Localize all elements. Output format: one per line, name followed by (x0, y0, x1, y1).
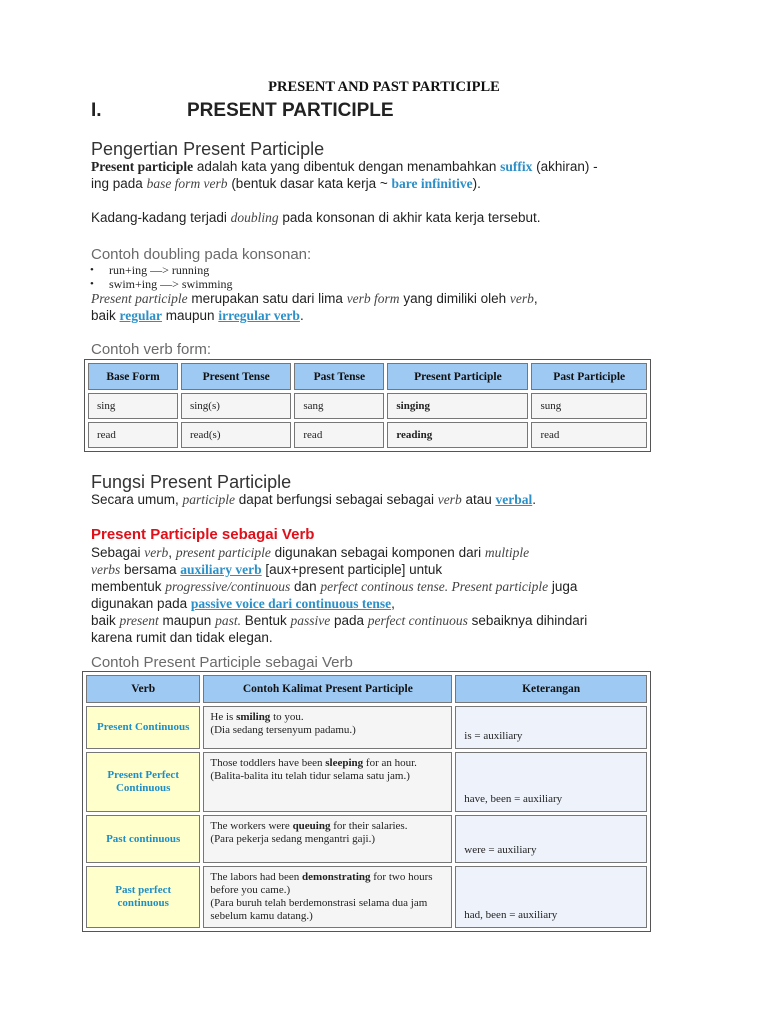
list-item: • run+ing —> running (90, 263, 233, 277)
verb-cell: Past perfect continuous (86, 866, 200, 928)
verbform-paragraph: Present participle merupakan satu dari lima verb form yang dimiliki oleh verb, baik regular maupun irregular verb. (91, 291, 538, 323)
table-cell: read (531, 422, 647, 448)
verbform-heading: Contoh verb form: (91, 341, 212, 358)
document-title: PRESENT AND PAST PARTICIPLE (268, 79, 500, 95)
table-header-row (86, 675, 647, 703)
table-row (86, 815, 647, 863)
example-cell: The workers were queuing for their salaries. (Para pekerja sedang mengantri gaji.) (203, 815, 452, 863)
verb-cell: Present Continuous (86, 706, 200, 749)
table-row (88, 422, 647, 448)
pengertian-heading: Pengertian Present Participle (91, 139, 325, 159)
keterangan-cell: were = auxiliary (455, 815, 647, 863)
fungsi-heading: Fungsi Present Participle (91, 472, 292, 492)
column-header: Present Participle (387, 363, 528, 390)
table-row (86, 866, 647, 928)
table-row (86, 752, 647, 812)
keterangan-cell: had, been = auxiliary (455, 866, 647, 928)
table-cell: singing (387, 393, 528, 419)
table-cell: reading (387, 422, 528, 448)
section-number: I. (91, 100, 102, 121)
keterangan-cell: have, been = auxiliary (455, 752, 647, 812)
passive-voice-link[interactable]: passive voice dari continuous tense (190, 596, 392, 611)
verbform-table (84, 359, 651, 452)
verb-cell: Present Perfect Continuous (86, 752, 200, 812)
table-cell: sang (294, 393, 384, 419)
example-cell: He is smiling to you. (Dia sedang tersenyum padamu.) (203, 706, 452, 749)
suffix-term: suffix (500, 159, 533, 174)
contoh-table (82, 671, 651, 932)
column-header: Present Tense (181, 363, 291, 390)
bare-infinitive-term: bare infinitive (391, 176, 473, 191)
table-cell: sung (531, 393, 647, 419)
column-header: Base Form (88, 363, 178, 390)
column-header: Contoh Kalimat Present Participle (203, 675, 452, 703)
keterangan-cell: is = auxiliary (455, 706, 647, 749)
section-title: PRESENT PARTICIPLE (187, 100, 394, 121)
verbal-link[interactable]: verbal (495, 492, 533, 507)
example-cell: Those toddlers have been sleeping for an hour. (Balita-balita itu telah tidur selama satu jam.) (203, 752, 452, 812)
doubling-heading: Contoh doubling pada konsonan: (91, 246, 312, 263)
column-header: Past Tense (294, 363, 384, 390)
section-heading (91, 100, 394, 122)
column-header: Keterangan (455, 675, 647, 703)
sebagai-verb-paragraph: Sebagai verb, present participle digunakan sebagai komponen dari multiple verbs bersama auxiliary verb [aux+present participle] untuk membentuk progressive/continuous dan perfect continous tense. Present participle juga digunakan pada passive voice dari continuous tense, baik present maupun past. Bentuk passive pada perfect continuous sebaiknya dihindari karena rumit dan tidak elegan. (91, 545, 588, 645)
table-row (86, 706, 647, 749)
pengertian-paragraph: Present participle adalah kata yang dibentuk dengan menambahkan suffix (akhiran) - ing pada base form verb (bentuk dasar kata kerja ~ bare infinitive). (91, 159, 598, 191)
table-header-row (88, 363, 647, 390)
list-item: • swim+ing —> swimming (90, 277, 233, 291)
contoh-table-heading: Contoh Present Participle sebagai Verb (91, 654, 353, 671)
table-cell: read (88, 422, 178, 448)
verb-cell: Past continuous (86, 815, 200, 863)
auxiliary-verb-link[interactable]: auxiliary verb (180, 562, 262, 577)
table-row (88, 393, 647, 419)
fungsi-paragraph: Secara umum, participle dapat berfungsi sebagai sebagai verb atau verbal. (91, 492, 536, 507)
doubling-paragraph: Kadang-kadang terjadi doubling pada konsonan di akhir kata kerja tersebut. (91, 210, 541, 225)
table-cell: read(s) (181, 422, 291, 448)
table-cell: sing(s) (181, 393, 291, 419)
column-header: Past Participle (531, 363, 647, 390)
column-header: Verb (86, 675, 200, 703)
doubling-list (90, 263, 233, 291)
table-cell: read (294, 422, 384, 448)
example-cell: The labors had been demonstrating for two hours before you came.) (Para buruh telah berdemonstrasi selama dua jam sebelum kamu datang.) (203, 866, 452, 928)
irregular-verb-link[interactable]: irregular verb (218, 308, 300, 323)
table-cell: sing (88, 393, 178, 419)
sebagai-verb-heading: Present Participle sebagai Verb (91, 526, 315, 543)
regular-link[interactable]: regular (119, 308, 163, 323)
